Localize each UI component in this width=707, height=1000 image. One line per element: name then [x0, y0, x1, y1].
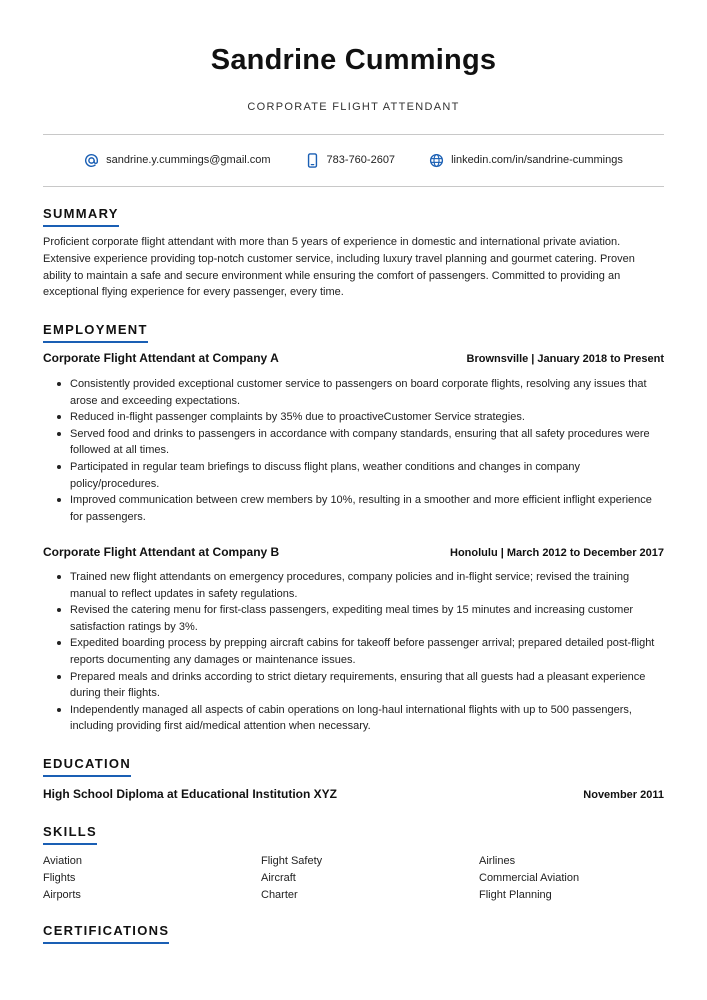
education-heading-underline [43, 775, 131, 777]
list-item: Trained new flight attendants on emergency procedures, company policies and in-flight service; revised the training manual to reflect updates in safety regulations. [43, 569, 664, 602]
employment-heading-text: EMPLOYMENT [43, 322, 148, 337]
phone-text: 783-760-2607 [326, 154, 396, 166]
job-location-dates: Honolulu | March 2012 to December 2017 [450, 547, 664, 559]
phone-icon [305, 153, 320, 168]
education-heading-text: EDUCATION [43, 756, 132, 771]
header-divider-top [43, 134, 664, 135]
job-role: CORPORATE FLIGHT ATTENDANT [247, 101, 460, 113]
employment-heading-underline [43, 341, 148, 343]
contact-phone[interactable] [305, 153, 396, 168]
skill-item: Flights [43, 871, 76, 884]
education-entry [43, 787, 664, 801]
skills-heading [43, 824, 97, 845]
job-location-dates: Brownsville | January 2018 to Present [466, 353, 664, 365]
linkedin-text: linkedin.com/in/sandrine-cummings [451, 154, 623, 166]
certifications-heading [43, 923, 169, 944]
list-item: Expedited boarding process by prepping aircraft cabins for takeoff before passenger arrival; prepared detailed post-flight reports documenting any damages or maintenance issues. [43, 635, 664, 668]
skill-item: Aircraft [261, 871, 296, 884]
contact-email[interactable] [84, 153, 270, 168]
skill-item: Flight Planning [479, 888, 552, 901]
list-item: Revised the catering menu for first-class passengers, expediting meal times by 15 minutes and increasing customer satisfaction ratings by 3%. [43, 602, 664, 635]
certifications-heading-text: CERTIFICATIONS [43, 923, 170, 938]
skills-heading-underline [43, 843, 97, 845]
summary-text: Proficient corporate flight attendant with more than 5 years of experience in domestic and international private aviation. Extensive experience providing top-notch customer service, including luxury travel planning and gourmet catering. Proven ability to maintain a safe and secure environment while ensuring the comfort of passengers. Committed to providing an exceptional flying experience for every passenger, every time. [43, 236, 635, 299]
job-bullet-list [43, 376, 664, 525]
degree-title: High School Diploma at Educational Institution XYZ [43, 787, 338, 801]
globe-icon [429, 153, 444, 168]
skill-item: Commercial Aviation [479, 871, 580, 884]
skill-item: Flight Safety [261, 855, 323, 867]
employment-heading [43, 322, 148, 343]
email-text: sandrine.y.cummings@gmail.com [106, 154, 271, 166]
skills-heading-text: SKILLS [43, 824, 98, 839]
list-item: Served food and drinks to passengers in accordance with company standards, ensuring that all safety procedures were followed at all times. [43, 426, 664, 459]
skills-grid [43, 853, 664, 903]
job-title: Corporate Flight Attendant at Company B [43, 545, 280, 559]
contact-linkedin[interactable] [429, 153, 623, 168]
list-item: Independently managed all aspects of cabin operations on long-haul international flights with up to 500 passengers, including providing first aid/medical attention when necessary. [43, 702, 664, 735]
certifications-heading-underline [43, 942, 169, 944]
resume-page [43, 0, 664, 1000]
at-sign-icon [84, 153, 99, 168]
education-heading [43, 756, 131, 777]
list-item: Improved communication between crew members by 10%, resulting in a smoother and more efficient inflight experience for passengers. [43, 492, 664, 525]
candidate-name: Sandrine Cummings [210, 44, 497, 76]
skill-item: Aviation [43, 855, 82, 867]
job-header [43, 351, 664, 365]
summary-heading-underline [43, 225, 119, 227]
skill-item: Airlines [479, 855, 516, 867]
header-divider-bottom [43, 186, 664, 187]
contact-bar [43, 150, 664, 170]
skill-item: Airports [43, 888, 81, 901]
list-item: Prepared meals and drinks according to strict dietary requirements, ensuring that all guests had a pleasant experience during their flights. [43, 669, 664, 702]
summary-heading [43, 206, 119, 227]
summary-heading-text: SUMMARY [43, 206, 119, 221]
list-item: Participated in regular team briefings to discuss flight plans, weather conditions and changes in company policy/procedures. [43, 459, 664, 492]
job-title: Corporate Flight Attendant at Company A [43, 351, 279, 365]
skill-item: Charter [261, 888, 298, 901]
list-item: Reduced in-flight passenger complaints by 35% due to proactiveCustomer Service strategies. [43, 409, 664, 426]
job-bullet-list [43, 569, 664, 735]
list-item: Consistently provided exceptional customer service to passengers on board corporate flights, resolving any issues that arose and exceeding expectations. [43, 376, 664, 409]
job-header [43, 545, 664, 559]
degree-date: November 2011 [583, 789, 664, 801]
